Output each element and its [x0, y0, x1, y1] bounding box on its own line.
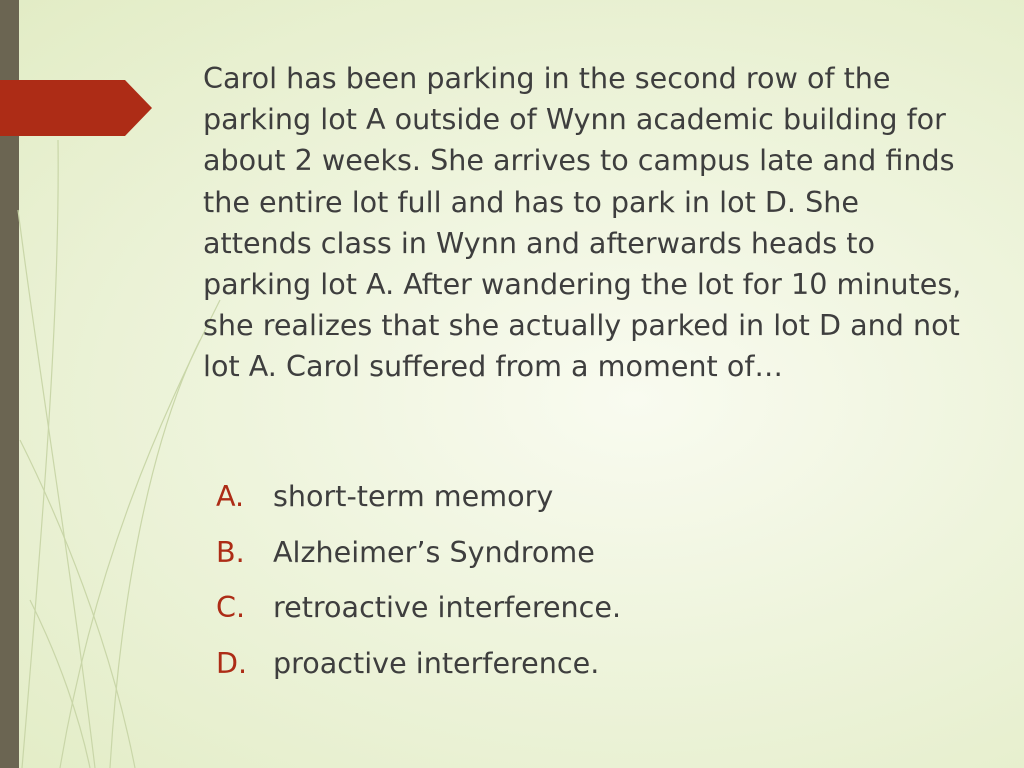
- option-b-letter: B.: [216, 534, 245, 569]
- question-text: Carol has been parking in the second row of the parking lot A outside of Wynn academic building for about 2 weeks. She arrives to campus late and finds the entire lot full and has to park in lot D. She attends class in Wynn and afterwards heads to parking lot A. After wandering the lot for 10 minutes, she realizes that she actually parked in lot D and not lot A. Carol suffered from a moment of…: [203, 61, 962, 384]
- option-d-letter: D.: [216, 645, 248, 680]
- option-b-text: Alzheimer’s Syndrome: [273, 534, 595, 569]
- option-c-text: retroactive interference.: [273, 590, 622, 624]
- option-a-letter: A.: [216, 479, 245, 513]
- arrow-tab-decoration: [0, 80, 152, 136]
- answer-options: [216, 474, 621, 696]
- option-c: [216, 585, 621, 641]
- option-b: [216, 530, 621, 586]
- option-a: [216, 474, 621, 530]
- option-d: [216, 641, 621, 697]
- option-a-text: short-term memory: [273, 479, 554, 513]
- option-c-letter: C.: [216, 590, 246, 624]
- option-d-text: proactive interference.: [273, 645, 600, 680]
